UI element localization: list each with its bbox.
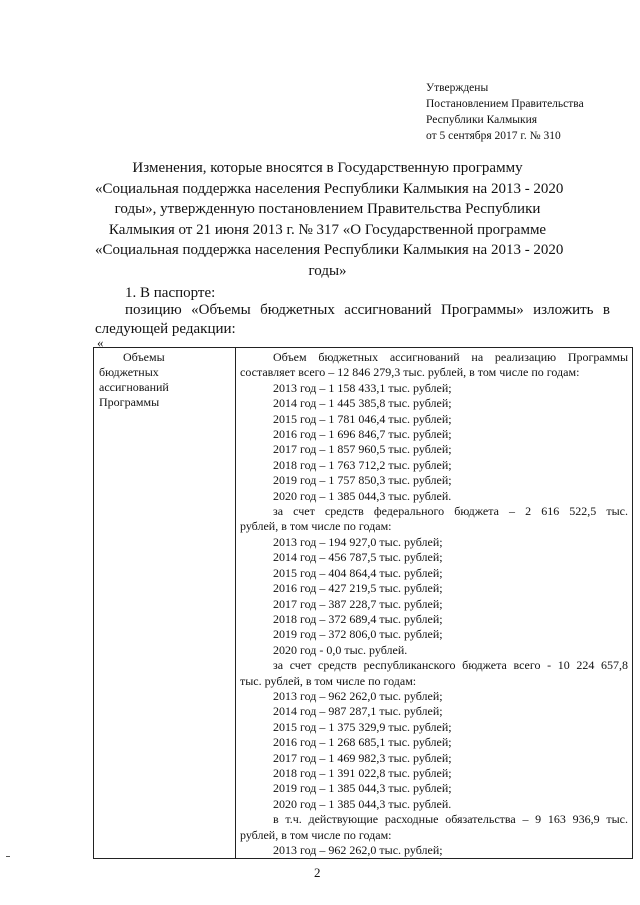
- approval-line: Республики Калмыкия: [426, 114, 538, 126]
- republic-years: [240, 689, 628, 812]
- label-line: бюджетных: [99, 365, 159, 379]
- obligations-intro: в т.ч. действующие расходные обязательства – 9 163 936,9 тыс.: [273, 812, 628, 827]
- republic-intro: за счет средств республиканского бюджета всего - 10 224 657,8: [273, 658, 628, 673]
- year-line: 2019 год – 1 385 044,3 тыс. рублей;: [273, 781, 452, 796]
- table-row: [94, 348, 633, 859]
- year-line: 2014 год – 987 287,1 тыс. рублей;: [273, 704, 443, 719]
- year-line: 2013 год – 194 927,0 тыс. рублей;: [273, 534, 443, 549]
- section-heading: 1. В паспорте:: [125, 285, 216, 301]
- title-line: годы», утвержденную постановлением Правительства Республики: [114, 201, 541, 217]
- approval-line: Утверждены: [426, 82, 489, 94]
- year-line: 2016 год – 1 696 846,7 тыс. рублей;: [273, 427, 452, 442]
- federal-intro: рублей, в том числе по годам:: [240, 519, 392, 534]
- year-line: 2018 год – 372 689,4 тыс. рублей;: [273, 611, 443, 626]
- margin-mark: [6, 856, 10, 857]
- approval-block: [426, 80, 626, 144]
- year-line: 2017 год – 1 857 960,5 тыс. рублей;: [273, 442, 452, 457]
- label-line: Программы: [99, 395, 160, 409]
- federal-years: [240, 535, 628, 658]
- budget-table: [93, 347, 633, 859]
- year-line: 2015 год – 404 864,4 тыс. рублей;: [273, 565, 443, 580]
- title-line: «Социальная поддержка населения Республики Калмыкия на 2013 - 2020: [95, 242, 564, 258]
- year-line: 2013 год – 1 158 433,1 тыс. рублей;: [273, 380, 452, 395]
- label-line: ассигнований: [99, 380, 169, 394]
- total-intro: Объем бюджетных ассигнований на реализацию Программы: [273, 350, 628, 364]
- year-line: 2020 год - 0,0 тыс. рублей.: [273, 642, 408, 657]
- approval-line: Постановлением Правительства: [426, 98, 584, 110]
- redaction-line: следующей редакции:: [95, 321, 236, 337]
- obligations-intro: рублей, в том числе по годам:: [240, 827, 392, 842]
- label-cell: [94, 348, 236, 859]
- open-quote: «: [97, 335, 104, 350]
- total-years: [240, 381, 628, 504]
- year-line: 2020 год – 1 385 044,3 тыс. рублей.: [273, 488, 452, 503]
- title-line: «Социальная поддержка населения Республики Калмыкия на 2013 - 2020: [95, 180, 564, 197]
- year-line: 2015 год – 1 375 329,9 тыс. рублей;: [273, 719, 452, 734]
- year-line: 2016 год – 1 268 685,1 тыс. рублей;: [273, 735, 452, 750]
- title-line: Калмыкия от 21 июня 2013 г. № 317 «О Государственной программе: [108, 221, 547, 238]
- page-number: 2: [314, 865, 321, 880]
- document-title: [95, 158, 564, 281]
- year-line: 2016 год – 427 219,5 тыс. рублей;: [273, 581, 443, 596]
- label-line: Объемы: [123, 350, 165, 364]
- year-line: 2013 год – 962 262,0 тыс. рублей;: [273, 843, 443, 857]
- title-line: Изменения, которые вносятся в Государственную программу: [132, 160, 523, 176]
- year-line: 2020 год – 1 385 044,3 тыс. рублей.: [273, 796, 452, 811]
- total-intro: составляет всего – 12 846 279,3 тыс. рублей, в том числе по годам:: [240, 365, 580, 380]
- year-line: 2015 год – 1 781 046,4 тыс. рублей;: [273, 411, 452, 426]
- year-line: 2018 год – 1 763 712,2 тыс. рублей;: [273, 457, 452, 472]
- year-line: 2017 год – 1 469 982,3 тыс. рублей;: [273, 750, 452, 765]
- year-line: 2017 год – 387 228,7 тыс. рублей;: [273, 596, 443, 611]
- obligations-years: [240, 843, 628, 858]
- title-line: годы»: [308, 262, 347, 279]
- year-line: 2019 год – 372 806,0 тыс. рублей;: [273, 627, 443, 642]
- year-line: 2014 год – 456 787,5 тыс. рублей;: [273, 550, 443, 565]
- year-line: 2019 год – 1 757 850,3 тыс. рублей;: [273, 473, 452, 488]
- content-cell: [236, 348, 633, 859]
- republic-intro: тыс. рублей, в том числе по годам:: [240, 673, 417, 688]
- year-line: 2014 год – 1 445 385,8 тыс. рублей;: [273, 396, 452, 411]
- approval-line: от 5 сентября 2017 г. № 310: [426, 130, 561, 142]
- year-line: 2013 год – 962 262,0 тыс. рублей;: [273, 688, 443, 703]
- position-paragraph: позицию «Объемы бюджетных ассигнований Программы» изложить в: [125, 302, 610, 318]
- federal-intro: за счет средств федерального бюджета – 2 616 522,5 тыс.: [273, 504, 628, 519]
- year-line: 2018 год – 1 391 022,8 тыс. рублей;: [273, 765, 452, 780]
